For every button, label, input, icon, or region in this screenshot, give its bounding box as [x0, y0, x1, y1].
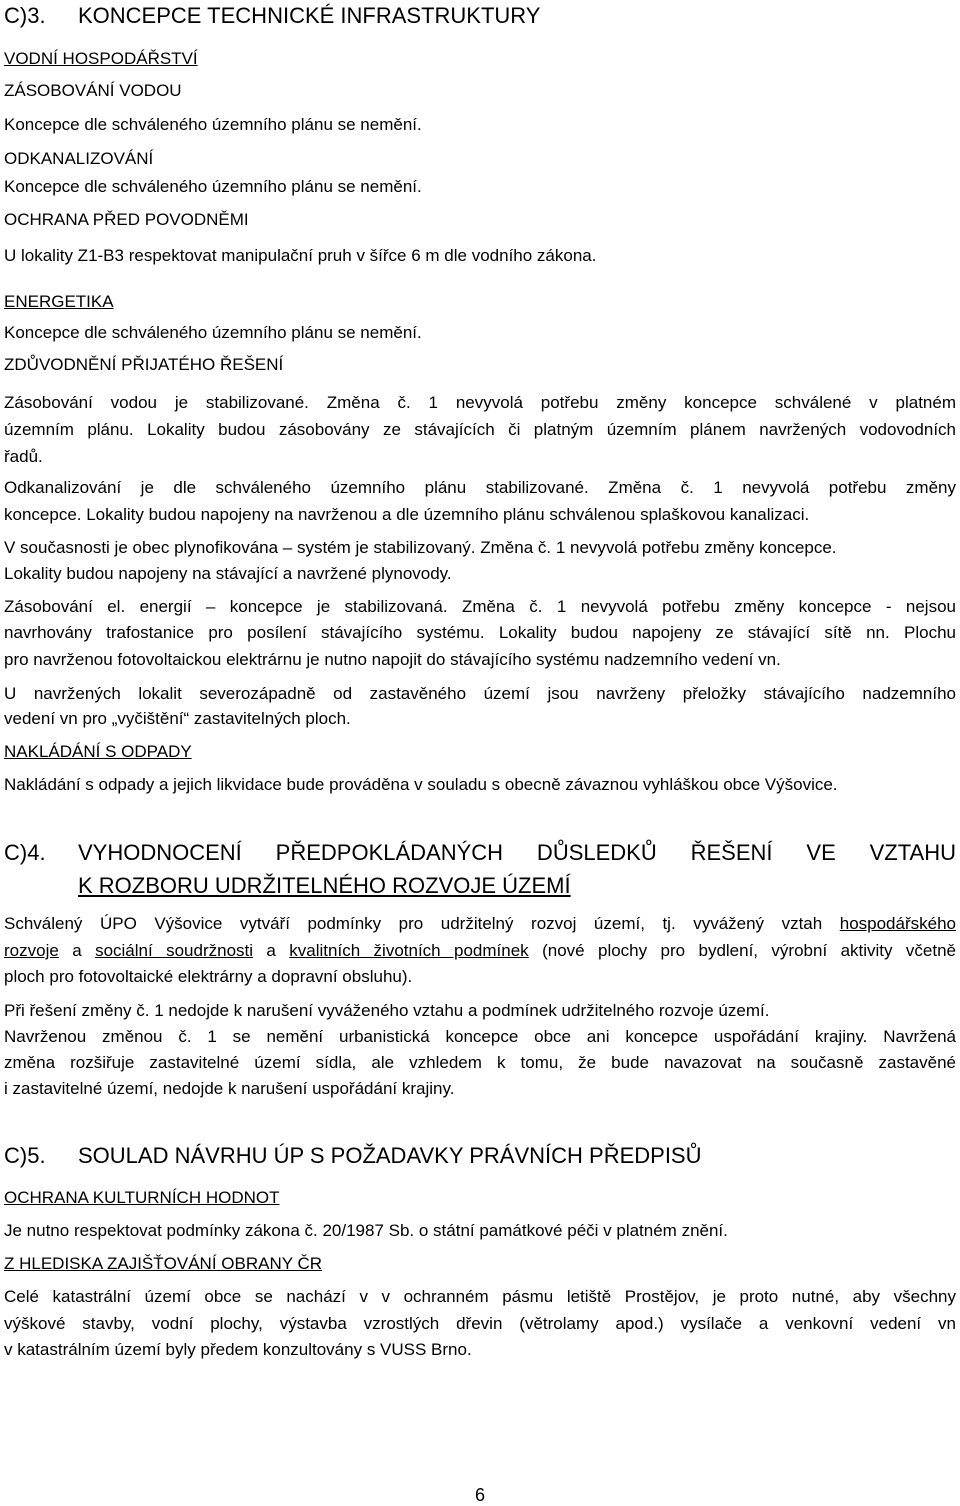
- section-number: C)3.: [4, 3, 46, 28]
- subheading-odpady: NAKLÁDÁNÍ S ODPADY: [4, 742, 192, 761]
- paragraph-line: výškové stavby, vodní plochy, výstavba vzrostlých dřevin (větrolamy apod.) vysílače a venkovní vedení vn: [4, 1314, 956, 1333]
- subheading-kultur: OCHRANA KULTURNÍCH HODNOT: [4, 1188, 280, 1207]
- section-number: C)5.: [4, 1143, 46, 1168]
- section-title-line2: K ROZBORU UDRŽITELNÉHO ROZVOJE ÚZEMÍ: [78, 873, 571, 898]
- paragraph-line: koncepce. Lokality budou napojeny na navrženou a dle územního plánu schválenou splaškovou kanalizaci.: [4, 505, 810, 524]
- paragraph-line: v katastrálním území byly předem konzultovány s VUSS Brno.: [4, 1340, 472, 1359]
- underlined-term: sociální soudržnosti: [95, 941, 254, 960]
- paragraph-line: ploch pro fotovoltaické elektrárny a dopravní obsluhu).: [4, 967, 413, 986]
- subheading-obrana: Z HLEDISKA ZAJIŠŤOVÁNÍ OBRANY ČR: [4, 1254, 323, 1273]
- paragraph-line: [4, 913, 956, 935]
- text-energetika: Koncepce dle schváleného územního plánu se nemění.: [4, 323, 422, 342]
- paragraph-line: Navrženou změnou č. 1 se nemění urbanistická koncepce obce ani koncepce uspořádání krajiny. Navržená: [4, 1027, 956, 1046]
- text-kultur: Je nutno respektovat podmínky zákona č. 20/1987 Sb. o státní památkové péči v platném znění.: [4, 1221, 728, 1240]
- text-run: Schválený ÚPO Výšovice vytváří podmínky pro udržitelný rozvoj území, tj. vyvážený vztah: [4, 914, 840, 933]
- paragraph-line: Při řešení změny č. 1 nedojde k narušení vyváženého vztahu a podmínek udržitelného rozvoje území.: [4, 1001, 770, 1020]
- paragraph-line: navrhovány trafostanice pro posílení stávajícího systému. Lokality budou napojeny ze stávající sítě nn. Plochu: [4, 623, 956, 642]
- paragraph-line: Zásobování vodou je stabilizované. Změna č. 1 nevyvolá potřebu změny koncepce schválené v platném: [4, 393, 956, 412]
- subheading-energetika: ENERGETIKA: [4, 292, 114, 311]
- paragraph-line: i zastavitelné území, nedojde k narušení uspořádání krajiny.: [4, 1079, 455, 1098]
- section-c3-heading: [4, 3, 540, 29]
- text-run: (nové plochy pro bydlení, výrobní aktivity včetně: [528, 941, 956, 960]
- text-odpady: Nakládání s odpady a jejich likvidace bude prováděna v souladu s obecně závaznou vyhláškou obce Výšovice.: [4, 775, 838, 794]
- text-run: a: [58, 941, 96, 960]
- heading-povoden: OCHRANA PŘED POVODNĚMI: [4, 210, 249, 229]
- paragraph-line: Celé katastrální území obce se nachází v v ochranném pásmu letiště Prostějov, je proto nutné, aby všechny: [4, 1287, 956, 1306]
- paragraph-line: Lokality budou napojeny na stávající a navržené plynovody.: [4, 564, 452, 583]
- paragraph-line: Zásobování el. energií – koncepce je stabilizovaná. Změna č. 1 nevyvolá potřebu změny koncepce - nejsou: [4, 597, 956, 616]
- text-run: a: [253, 941, 290, 960]
- paragraph-line: řadů.: [4, 447, 43, 466]
- paragraph-line: V současnosti je obec plynofikována – systém je stabilizovaný. Změna č. 1 nevyvolá potřebu změny koncepce.: [4, 538, 837, 557]
- paragraph-line: změna rozšiřuje zastavitelné území sídla, ale vzhledem k tomu, že bude navazovat na současně zastavěné: [4, 1053, 956, 1072]
- paragraph-line: pro navrženou fotovoltaickou elektrárnu je nutno napojit do stávajícího systému nadzemního vedení vn.: [4, 650, 781, 669]
- heading-odkanal: ODKANALIZOVÁNÍ: [4, 149, 154, 168]
- underlined-term: rozvoje: [4, 941, 59, 960]
- section-c4-heading: [4, 840, 956, 866]
- section-c5-heading: [4, 1143, 702, 1169]
- subheading-vodni: VODNÍ HOSPODÁŘSTVÍ: [4, 49, 198, 68]
- heading-zduvodneni: ZDŮVODNĚNÍ PŘIJATÉHO ŘEŠENÍ: [4, 355, 284, 374]
- paragraph-line: vedení vn pro „vyčištění“ zastavitelných ploch.: [4, 709, 351, 728]
- heading-zasobovani: ZÁSOBOVÁNÍ VODOU: [4, 81, 182, 100]
- paragraph-line: územním plánu. Lokality budou zásobovány ze stávajících či platným územním plánem navržených vodovodních: [4, 420, 956, 439]
- section-title-line1: VYHODNOCENÍ PŘEDPOKLÁDANÝCH DŮSLEDKŮ ŘEŠENÍ VE VZTAHU: [78, 840, 956, 865]
- paragraph-line: [4, 940, 956, 962]
- paragraph-line: U navržených lokalit severozápadně od zastavěného území jsou navrženy přeložky stávajícího nadzemního: [4, 684, 956, 703]
- text-zasobovani: Koncepce dle schváleného územního plánu se nemění.: [4, 115, 422, 134]
- underlined-term: kvalitních životních podmínek: [289, 941, 529, 960]
- text-odkanal: Koncepce dle schváleného územního plánu se nemění.: [4, 177, 422, 196]
- section-number: C)4.: [4, 840, 46, 865]
- text-povoden: U lokality Z1-B3 respektovat manipulační pruh v šířce 6 m dle vodního zákona.: [4, 246, 597, 265]
- section-title: SOULAD NÁVRHU ÚP S POŽADAVKY PRÁVNÍCH PŘEDPISŮ: [78, 1143, 702, 1168]
- underlined-term: hospodářského: [839, 914, 956, 933]
- section-title: KONCEPCE TECHNICKÉ INFRASTRUKTURY: [78, 3, 541, 28]
- page-number: 6: [474, 1485, 485, 1505]
- paragraph-line: Odkanalizování je dle schváleného územního plánu stabilizované. Změna č. 1 nevyvolá potřebu změny: [4, 478, 956, 497]
